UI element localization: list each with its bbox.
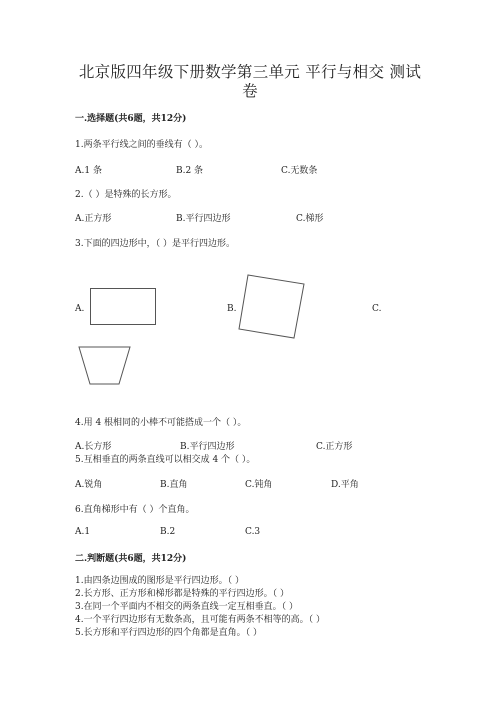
q1-option-a[interactable]: A.1 条 bbox=[75, 166, 102, 176]
rectangle-figure bbox=[90, 288, 158, 328]
q2-option-c[interactable]: C.梯形 bbox=[296, 214, 324, 224]
q5-option-d[interactable]: D.平角 bbox=[331, 480, 359, 490]
question-1: 1.两条平行线之间的垂线有（ ）。 bbox=[75, 140, 208, 150]
q5-option-c[interactable]: C.钝角 bbox=[245, 480, 273, 490]
section-heading-choice: 一.选择题(共6题，共12分) bbox=[75, 114, 187, 124]
section-heading-true-false: 二.判断题(共6题，共12分) bbox=[75, 554, 187, 564]
true-false-item: 5.长方形和平行四边形的四个角都是直角。（ ） bbox=[75, 628, 262, 638]
question-2: 2.（ ）是特殊的长方形。 bbox=[75, 190, 177, 200]
q4-option-a[interactable]: A.长方形 bbox=[75, 442, 112, 452]
page-title-continued: 卷 bbox=[242, 82, 258, 100]
q1-option-c[interactable]: C.无数条 bbox=[281, 166, 318, 176]
question-3: 3.下面的四边形中，（ ）是平行四边形。 bbox=[75, 239, 235, 249]
q3-option-a[interactable]: A. bbox=[75, 304, 85, 314]
question-6: 6.直角梯形中有（ ）个直角。 bbox=[75, 505, 195, 515]
q4-option-b[interactable]: B.平行四边形 bbox=[180, 442, 235, 452]
q2-option-b[interactable]: B.平行四边形 bbox=[176, 214, 231, 224]
true-false-item: 4.一个平行四边形有无数条高，且可能有两条不相等的高。（ ） bbox=[75, 615, 325, 625]
q2-option-a[interactable]: A.正方形 bbox=[75, 214, 112, 224]
parallelogram-figure bbox=[236, 272, 308, 342]
q3-option-b[interactable]: B. bbox=[227, 304, 237, 314]
question-5: 5.互相垂直的两条直线可以相交成 4 个（ ）。 bbox=[75, 455, 256, 465]
page-title: 北京版四年级下册数学第三单元 平行与相交 测试 bbox=[78, 63, 422, 81]
q5-option-b[interactable]: B.直角 bbox=[160, 480, 188, 490]
q1-option-b[interactable]: B.2 条 bbox=[176, 166, 204, 176]
q4-option-c[interactable]: C.正方形 bbox=[316, 442, 353, 452]
q6-option-a[interactable]: A.1 bbox=[75, 527, 91, 537]
trapezoid-figure bbox=[78, 345, 134, 387]
question-4: 4.用 4 根相同的小棒不可能搭成一个（ ）。 bbox=[75, 418, 247, 428]
q5-option-a[interactable]: A.锐角 bbox=[75, 480, 103, 490]
true-false-item: 3.在同一个平面内不相交的两条直线一定互相垂直。（ ） bbox=[75, 602, 298, 612]
q3-option-c[interactable]: C. bbox=[372, 304, 382, 314]
true-false-item: 2.长方形、正方形和梯形都是特殊的平行四边形。（ ） bbox=[75, 589, 289, 599]
q6-option-c[interactable]: C.3 bbox=[245, 527, 261, 537]
q6-option-b[interactable]: B.2 bbox=[160, 527, 176, 537]
true-false-item: 1.由四条边围成的图形是平行四边形。（ ） bbox=[75, 576, 244, 586]
